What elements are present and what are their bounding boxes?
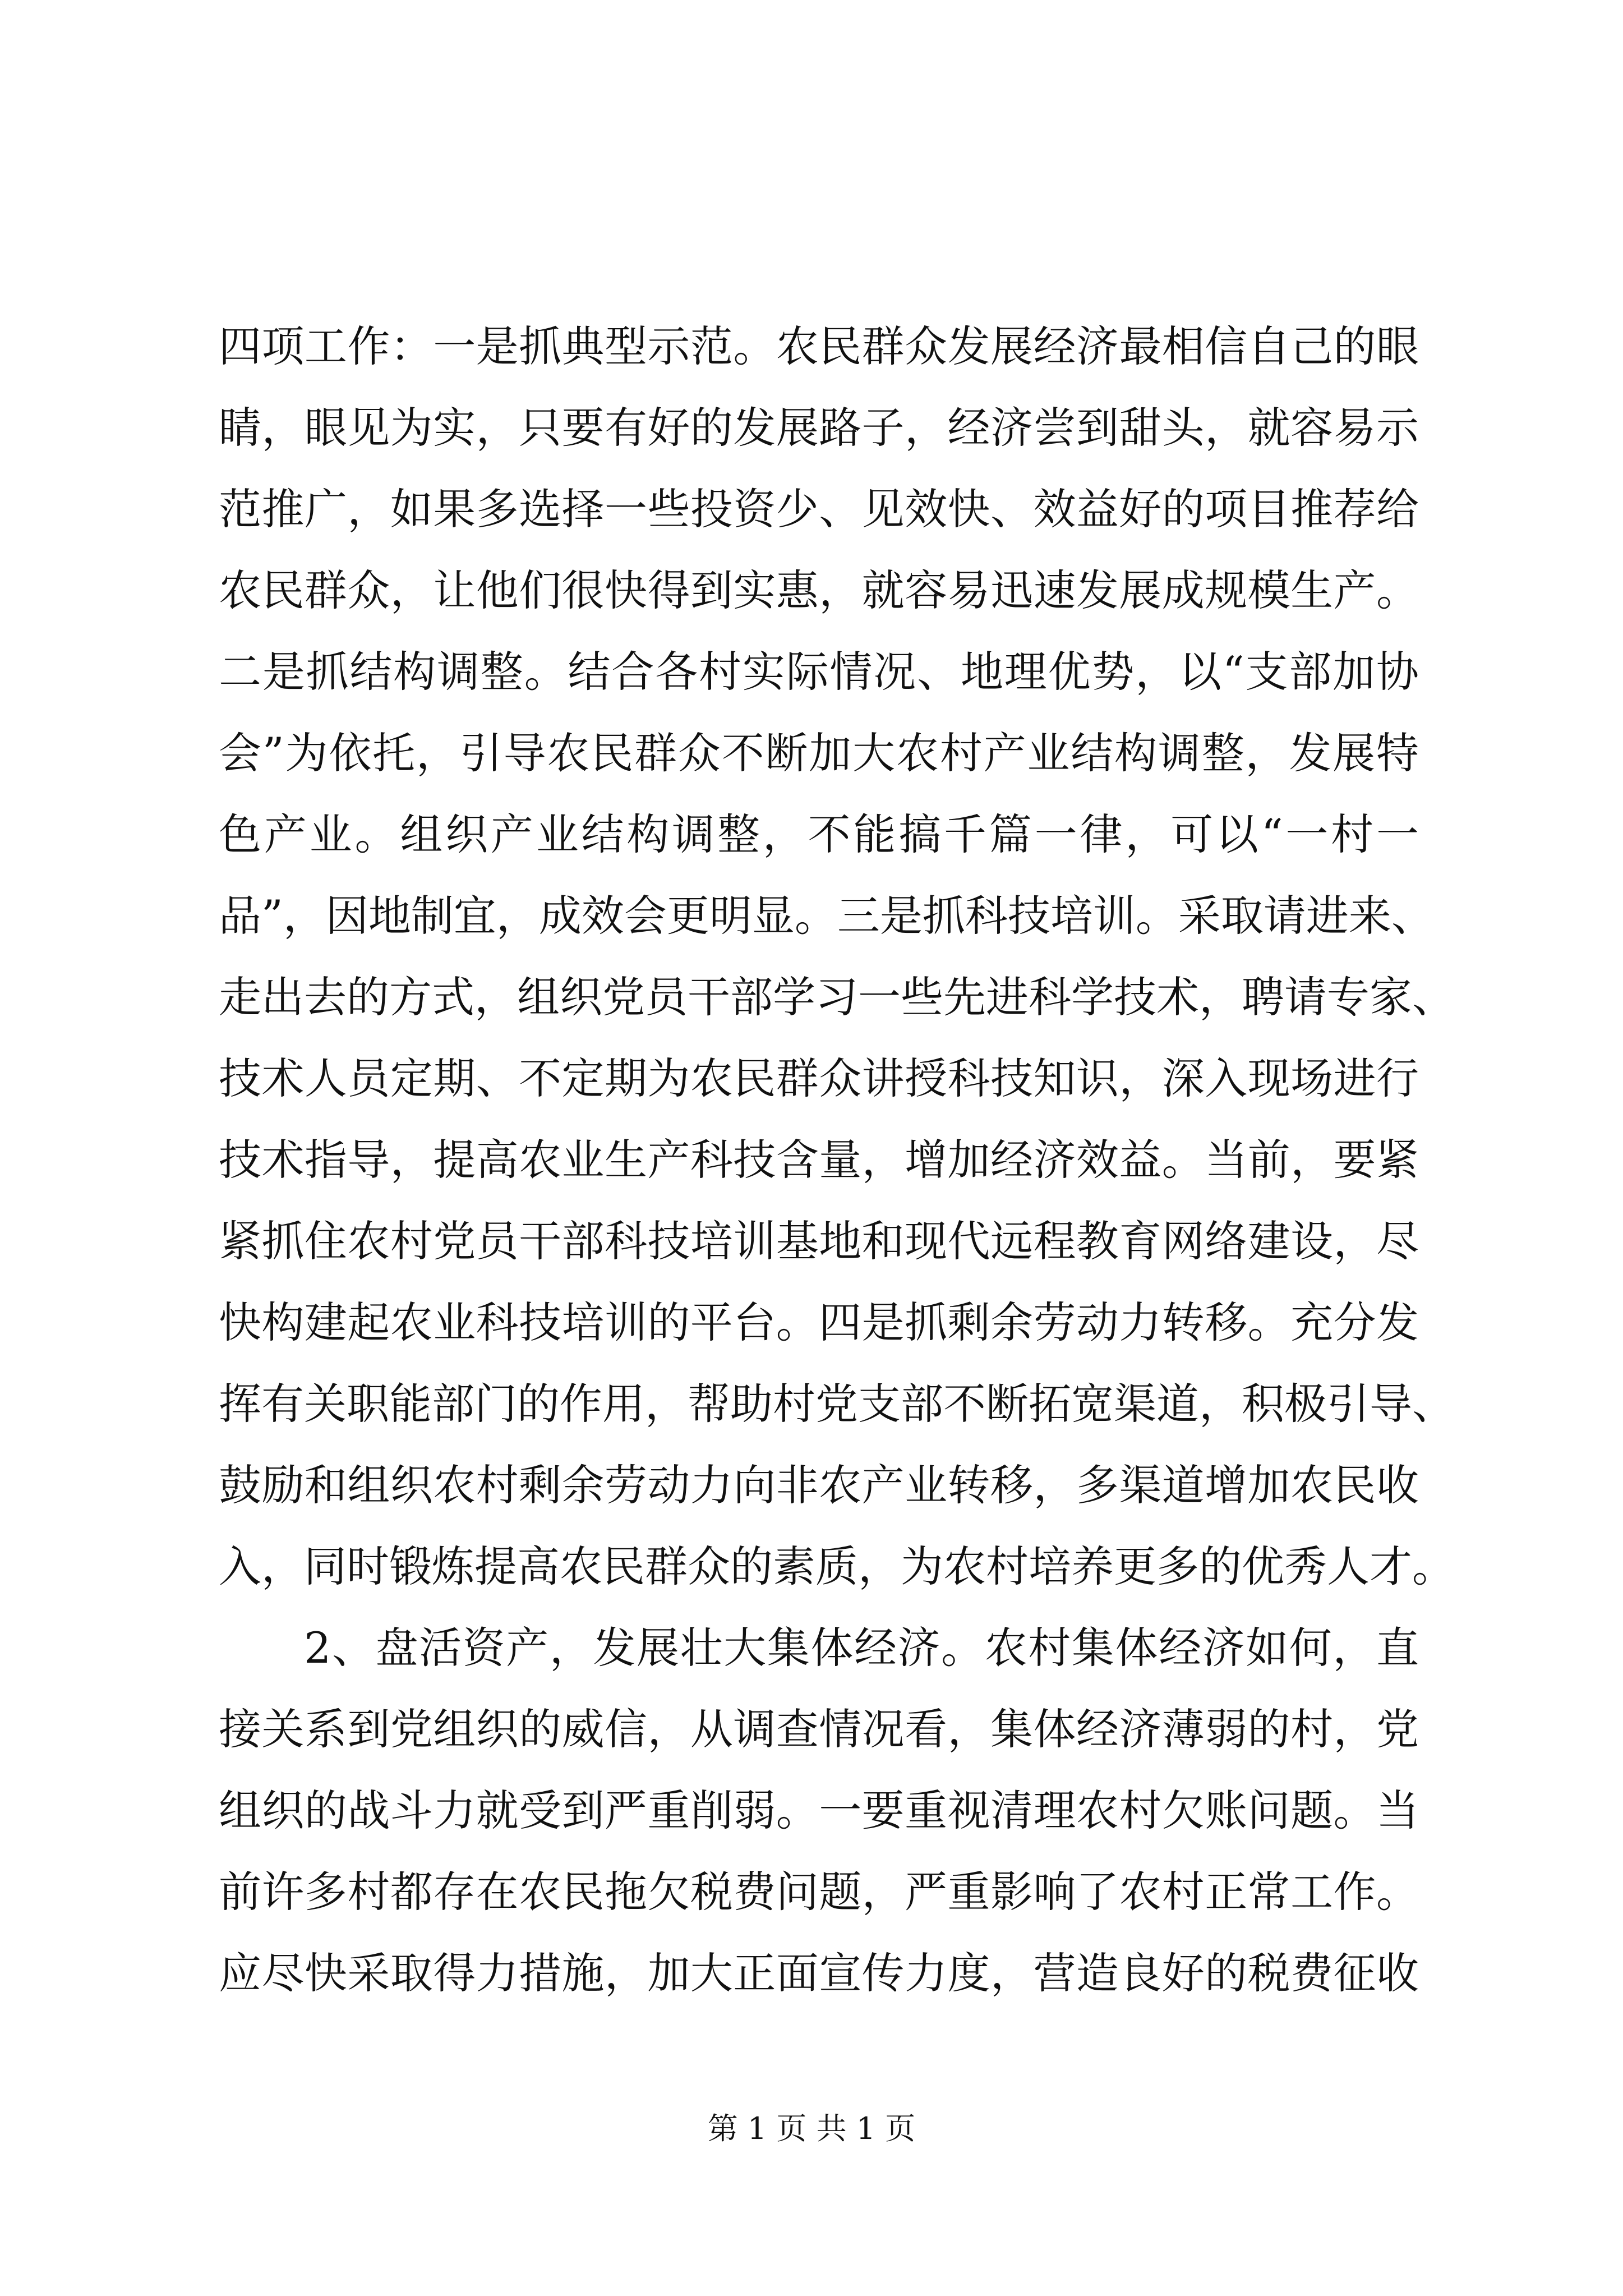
text-line: 前许多村都存在农民拖欠税费问题，严重影响了农村正常工作。 <box>219 1867 1419 1917</box>
text-line: 农民群众，让他们很快得到实惠，就容易迅速发展成规模生产。 <box>219 565 1419 615</box>
text-line: 紧抓住农村党员干部科技培训基地和现代远程教育网络建设，尽 <box>219 1216 1419 1266</box>
text-line: 挥有关职能部门的作用，帮助村党支部不断拓宽渠道，积极引导、 <box>219 1379 1455 1429</box>
text-line: 接关系到党组织的威信，从调查情况看，集体经济薄弱的村，党 <box>219 1704 1419 1754</box>
text-line: 二是抓结构调整。结合各村实际情况、地理优势，以“支部加协 <box>219 647 1419 697</box>
text-line: 走出去的方式，组织党员干部学习一些先进科学技术，聘请专家、 <box>219 972 1455 1022</box>
text-line: 技术指导，提高农业生产科技含量，增加经济效益。当前，要紧 <box>219 1135 1419 1185</box>
text-line: 睛，眼见为实，只要有好的发展路子，经济尝到甜头，就容易示 <box>219 403 1419 453</box>
text-line: 技术人员定期、不定期为农民群众讲授科技知识，深入现场进行 <box>219 1053 1419 1103</box>
page-footer <box>0 2109 1623 2148</box>
text-line: 2、盘活资产，发展壮大集体经济。农村集体经济如何，直 <box>304 1623 1419 1673</box>
text-line: 范推广，如果多选择一些投资少、见效快、效益好的项目推荐给 <box>219 484 1419 534</box>
text-line: 品”，因地制宜，成效会更明显。三是抓科技培训。采取请进来、 <box>219 891 1434 941</box>
text-line: 应尽快采取得力措施，加大正面宣传力度，营造良好的税费征收 <box>219 1948 1419 1998</box>
text-line: 会”为依托，引导农民群众不断加大农村产业结构调整，发展特 <box>219 728 1419 778</box>
text-line: 四项工作：一是抓典型示范。农民群众发展经济最相信自己的眼 <box>219 321 1419 371</box>
text-line: 色产业。组织产业结构调整，不能搞千篇一律，可以“一村一 <box>219 809 1419 859</box>
text-line: 组织的战斗力就受到严重削弱。一要重视清理农村欠账问题。当 <box>219 1786 1419 1835</box>
text-line: 快构建起农业科技培训的平台。四是抓剩余劳动力转移。充分发 <box>219 1297 1419 1347</box>
page-number-label: 第 1 页 共 1 页 <box>707 2111 916 2146</box>
text-line: 鼓励和组织农村剩余劳动力向非农产业转移，多渠道增加农民收 <box>219 1460 1419 1510</box>
text-line: 入，同时锻炼提高农民群众的素质，为农村培养更多的优秀人才。 <box>219 1542 1455 1591</box>
body-text <box>219 306 1455 2014</box>
